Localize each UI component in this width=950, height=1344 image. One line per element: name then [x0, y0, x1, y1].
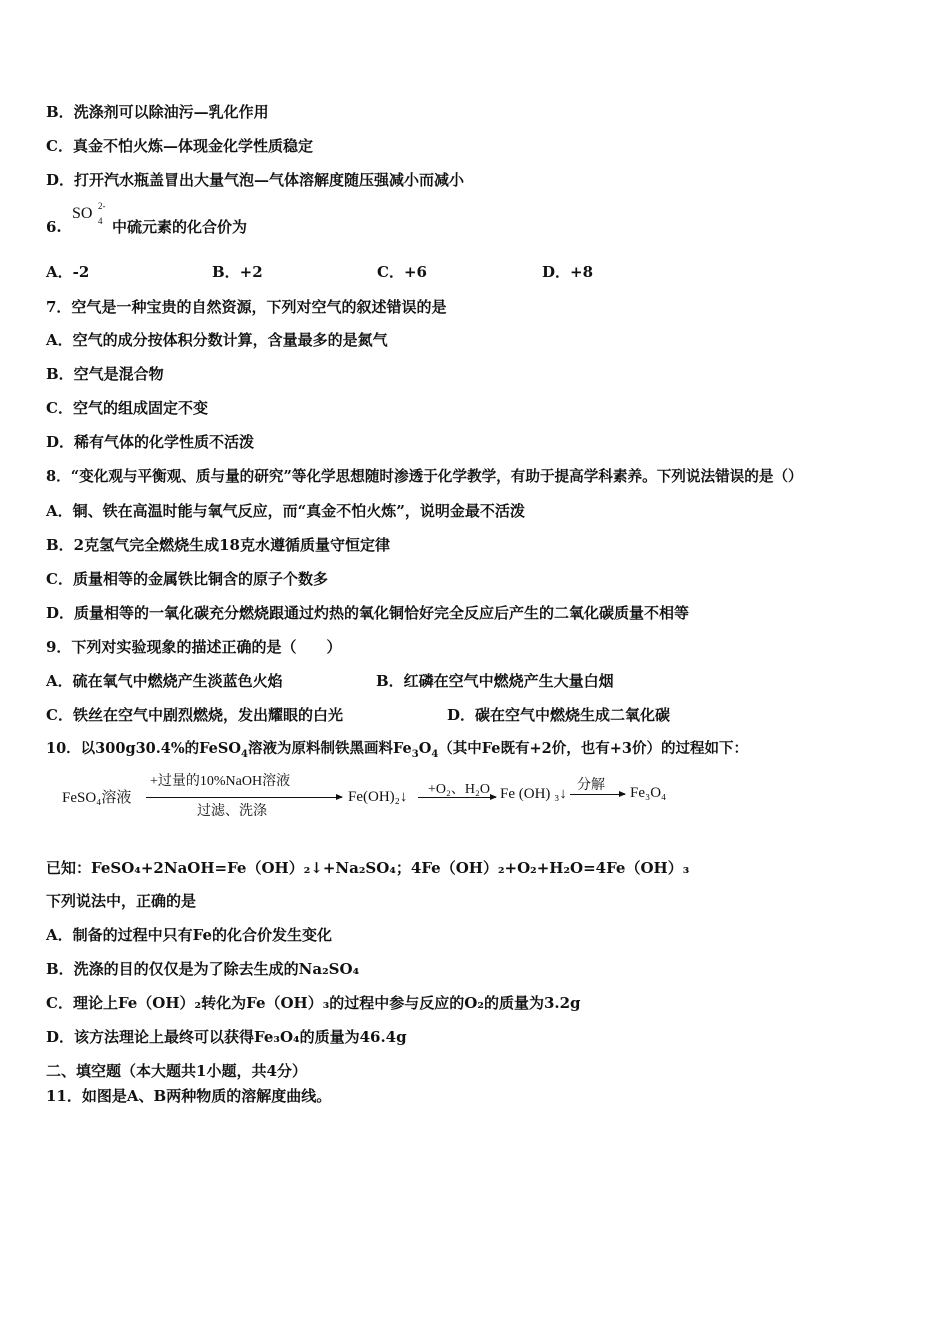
q7-stem: 7．空气是一种宝贵的自然资源，下列对空气的叙述错误的是	[46, 298, 447, 316]
q9-stem: 9．下列对实验现象的描述正确的是（ ）	[46, 638, 342, 656]
diagram-fe-oh-2: Fe(OH)₂↓	[348, 789, 408, 805]
q5-option-b: B．洗涤剂可以除油污—乳化作用	[46, 103, 269, 121]
q10-known: 已知：FeSO₄+2NaOH=Fe（OH）₂↓+Na₂SO₄；4Fe（OH）₂+O₂+H₂O=4Fe（OH）₃	[46, 859, 690, 877]
diagram-step2-reagent: +O₂、H₂O	[428, 782, 490, 797]
diagram-step1-reagent: +过量的10%NaOH溶液	[150, 774, 291, 789]
q8-option-a: A．铜、铁在高温时能与氧气反应，而“真金不怕火炼”，说明金最不活泼	[46, 502, 525, 520]
q7-option-a: A．空气的成分按体积分数计算，含量最多的是氮气	[46, 331, 388, 349]
arrow-icon	[146, 797, 342, 798]
sulfate-ion-formula: SO 2- 4	[72, 201, 106, 226]
diagram-end-product: Fe₃O₄	[630, 785, 667, 801]
q8-stem: 8．“变化观与平衡观、质与量的研究”等化学思想随时渗透于化学教学，有助于提高学科素养。下列说法错误的是（）	[46, 468, 803, 485]
diagram-step1-operation: 过滤、洗涤	[197, 804, 267, 819]
q9-option-b: B．红磷在空气中燃烧产生大量白烟	[376, 672, 614, 690]
diagram-start: FeSO₄溶液	[62, 790, 132, 806]
q8-option-c: C．质量相等的金属铁比铜含的原子个数多	[46, 570, 328, 588]
q7-option-d: D．稀有气体的化学性质不活泼	[46, 433, 255, 451]
q6-option-d: D．+8	[542, 263, 594, 281]
q11-stem: 11．如图是A、B两种物质的溶解度曲线。	[46, 1087, 332, 1105]
reaction-flow-diagram	[60, 772, 700, 822]
q8-option-b: B．2克氢气完全燃烧生成18克水遵循质量守恒定律	[46, 536, 390, 554]
q10-ask: 下列说法中，正确的是	[46, 892, 197, 910]
q9-option-d: D．碳在空气中燃烧生成二氧化碳	[447, 706, 671, 724]
q9-option-c: C．铁丝在空气中剧烈燃烧，发出耀眼的白光	[46, 706, 343, 724]
q8-option-d: D．质量相等的一氧化碳充分燃烧跟通过灼热的氧化铜恰好完全反应后产生的二氧化碳质量不相等	[46, 604, 690, 622]
q10-stem: 10．以300g30.4%的FeSO$_4$溶液为原料制铁黑画料$Fe_3O_4$（其中Fe既有+2价，也有+3价）的过程如下：	[46, 740, 748, 760]
q10-option-c: C．理论上Fe（OH）₂转化为Fe（OH）₃的过程中参与反应的O₂的质量为3.2g	[46, 994, 581, 1012]
q6-option-b: B．+2	[212, 263, 263, 281]
section-heading-fill-in: 二、填空题（本大题共1小题，共4分）	[46, 1062, 307, 1080]
q9-option-a: A．硫在氧气中燃烧产生淡蓝色火焰	[46, 672, 283, 690]
q7-option-c: C．空气的组成固定不变	[46, 399, 208, 417]
q6-option-a: A．-2	[46, 263, 90, 281]
q6-number: 6.	[46, 218, 62, 236]
q10-option-d: D．该方法理论上最终可以获得Fe₃O₄的质量为46.4g	[46, 1028, 407, 1046]
diagram-fe-oh-3: Fe (OH) ₃↓	[500, 786, 567, 802]
arrow-icon	[418, 797, 496, 798]
q6-option-c: C．+6	[377, 263, 427, 281]
diagram-step3-condition: 分解	[577, 778, 605, 793]
q5-option-d: D．打开汽水瓶盖冒出大量气泡—气体溶解度随压强减小而减小	[46, 171, 465, 189]
arrow-icon	[570, 794, 625, 795]
q5-option-c: C．真金不怕火炼—体现金化学性质稳定	[46, 137, 313, 155]
q6-stem: 中硫元素的化合价为	[112, 218, 248, 236]
q10-option-b: B．洗涤的目的仅仅是为了除去生成的Na₂SO₄	[46, 960, 360, 978]
q10-option-a: A．制备的过程中只有Fe的化合价发生变化	[46, 926, 333, 944]
q7-option-b: B．空气是混合物	[46, 365, 164, 383]
